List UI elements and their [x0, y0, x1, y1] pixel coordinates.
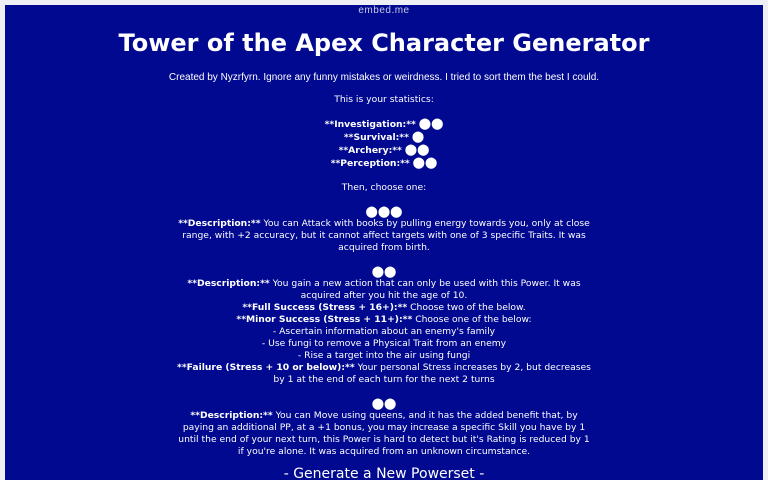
power-description [175, 410, 593, 458]
stat-label: **Survival:** [343, 132, 409, 143]
generator-panel [5, 5, 763, 480]
description-label: **Description:** [178, 218, 261, 229]
stats-intro: This is your statistics: [334, 94, 434, 105]
stat-dots: ⬤⬤ [412, 156, 438, 169]
minor-success-label: **Minor Success (Stress + 11+):** [236, 314, 413, 325]
full-success-line [175, 302, 593, 314]
full-success-text: Choose two of the below. [410, 302, 526, 313]
credit-line: Created by Nyzrfyrn. Ignore any funny mistakes or weirdness. I tried to sort them the best I could. [168, 72, 600, 83]
option-item: - Ascertain information about an enemy's family [272, 326, 496, 337]
description-label: **Description:** [190, 410, 273, 421]
choose-intro: Then, choose one: [341, 182, 427, 193]
power-option-2 [175, 266, 593, 386]
stat-label: **Perception:** [330, 158, 410, 169]
option-item: - Use fungi to remove a Physical Trait from an enemy [261, 338, 507, 349]
full-success-label: **Full Success (Stress + 16+):** [242, 302, 408, 313]
output-content [175, 94, 593, 458]
option-item: - Rise a target into the air using fungi [297, 350, 471, 361]
page-title: Tower of the Apex Character Generator [118, 29, 650, 57]
failure-label: **Failure (Stress + 10 or below):** [177, 362, 355, 373]
power-rating-dots: ⬤⬤⬤ [365, 205, 403, 218]
stat-dots: ⬤ [411, 130, 425, 143]
stat-row-perception [175, 157, 593, 170]
power-rating-dots: ⬤⬤ [371, 397, 397, 410]
stat-row-survival [175, 131, 593, 144]
description-text: You gain a new action that can only be used with this Power. It was acquired after you hit the age of 10. [272, 278, 581, 301]
power-option-3 [175, 398, 593, 458]
power-description [175, 218, 593, 254]
description-label: **Description:** [187, 278, 270, 289]
description-text: You can Attack with books by pulling energy towards you, only at close range, with +2 accuracy, but it cannot affect targets with one of 3 specific Traits. It was acquired from birth. [182, 218, 590, 253]
stat-dots: ⬤⬤ [404, 143, 430, 156]
stat-label: **Investigation:** [324, 119, 416, 130]
stat-label: **Archery:** [338, 145, 402, 156]
stat-dots: ⬤⬤ [418, 117, 444, 130]
top-note: embed.me [358, 5, 410, 16]
failure-line [175, 362, 593, 386]
minor-success-line [175, 314, 593, 326]
failure-text: Your personal Stress increases by 2, but decreases by 1 at the end of each turn for the next 2 turns [273, 362, 591, 385]
stat-row-archery [175, 144, 593, 157]
power-option-1 [175, 206, 593, 254]
power-description [175, 278, 593, 302]
generate-new-powerset-button[interactable]: - Generate a New Powerset - [283, 466, 485, 480]
stat-row-investigation [175, 118, 593, 131]
minor-success-text: Choose one of the below: [415, 314, 532, 325]
power-rating-dots: ⬤⬤ [371, 265, 397, 278]
description-text: You can Move using queens, and it has the added benefit that, by paying an additional PP, at a +1 bonus, you may increase a specific Skill you have by 1 until the end of your next turn, this Power is hard to detect but it's Rating is reduced by 1 if you're alone. It was acquired from an unknown circumstance. [178, 410, 590, 457]
